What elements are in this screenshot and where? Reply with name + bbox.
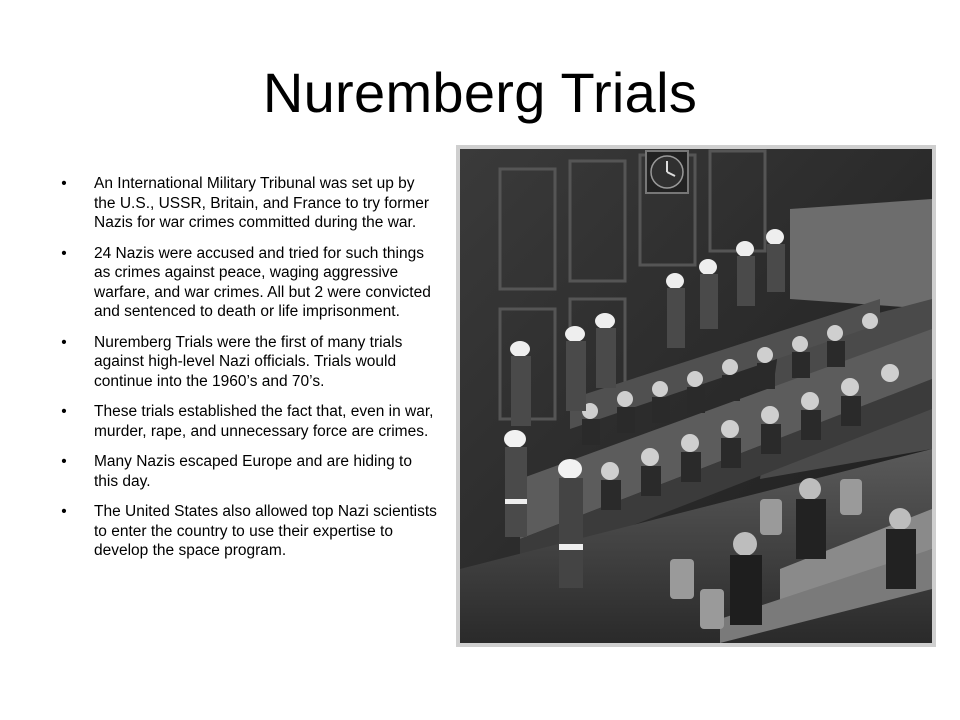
bullet-text: These trials established the fact that, even in war, murder, rape, and unnecessary force are crimes. [94, 403, 434, 440]
bullet-list [58, 174, 440, 572]
slide-title: Nuremberg Trials [262, 61, 698, 124]
bullet-marker: • [61, 453, 67, 470]
bullet-marker: • [61, 403, 67, 420]
bullet-marker: • [61, 333, 67, 351]
bullet-text: An International Military Tribunal was set up by the U.S., USSR, Britain, and France to try former Nazis for war crimes committed during the war. [94, 175, 430, 231]
bullet-text: Many Nazis escaped Europe and are hiding to this day. [94, 453, 412, 490]
bullet-item [58, 174, 440, 233]
bullet-item [58, 333, 440, 392]
courtroom-photo [456, 145, 936, 647]
courtroom-photo-illustration [460, 149, 932, 643]
bullet-item [58, 402, 440, 441]
bullet-item [58, 244, 440, 322]
bullet-item [58, 452, 440, 491]
bullet-marker: • [61, 175, 67, 192]
bullet-text: Nuremberg Trials were the first of many trials against high-level Nazi officials. Trials would continue into the 1960’s and 70’s. [94, 333, 403, 390]
bullet-marker: • [61, 244, 67, 262]
bullet-item [58, 502, 440, 561]
bullet-text: The United States also allowed top Nazi scientists to enter the country to use their expertise to develop the space program. [94, 503, 437, 559]
bullet-marker: • [61, 503, 67, 520]
bullet-text: 24 Nazis were accused and tried for such things as crimes against peace, waging aggressive warfare, and war crimes. All but 2 were convicted and sentenced to death or life imprisonment. [94, 244, 431, 320]
